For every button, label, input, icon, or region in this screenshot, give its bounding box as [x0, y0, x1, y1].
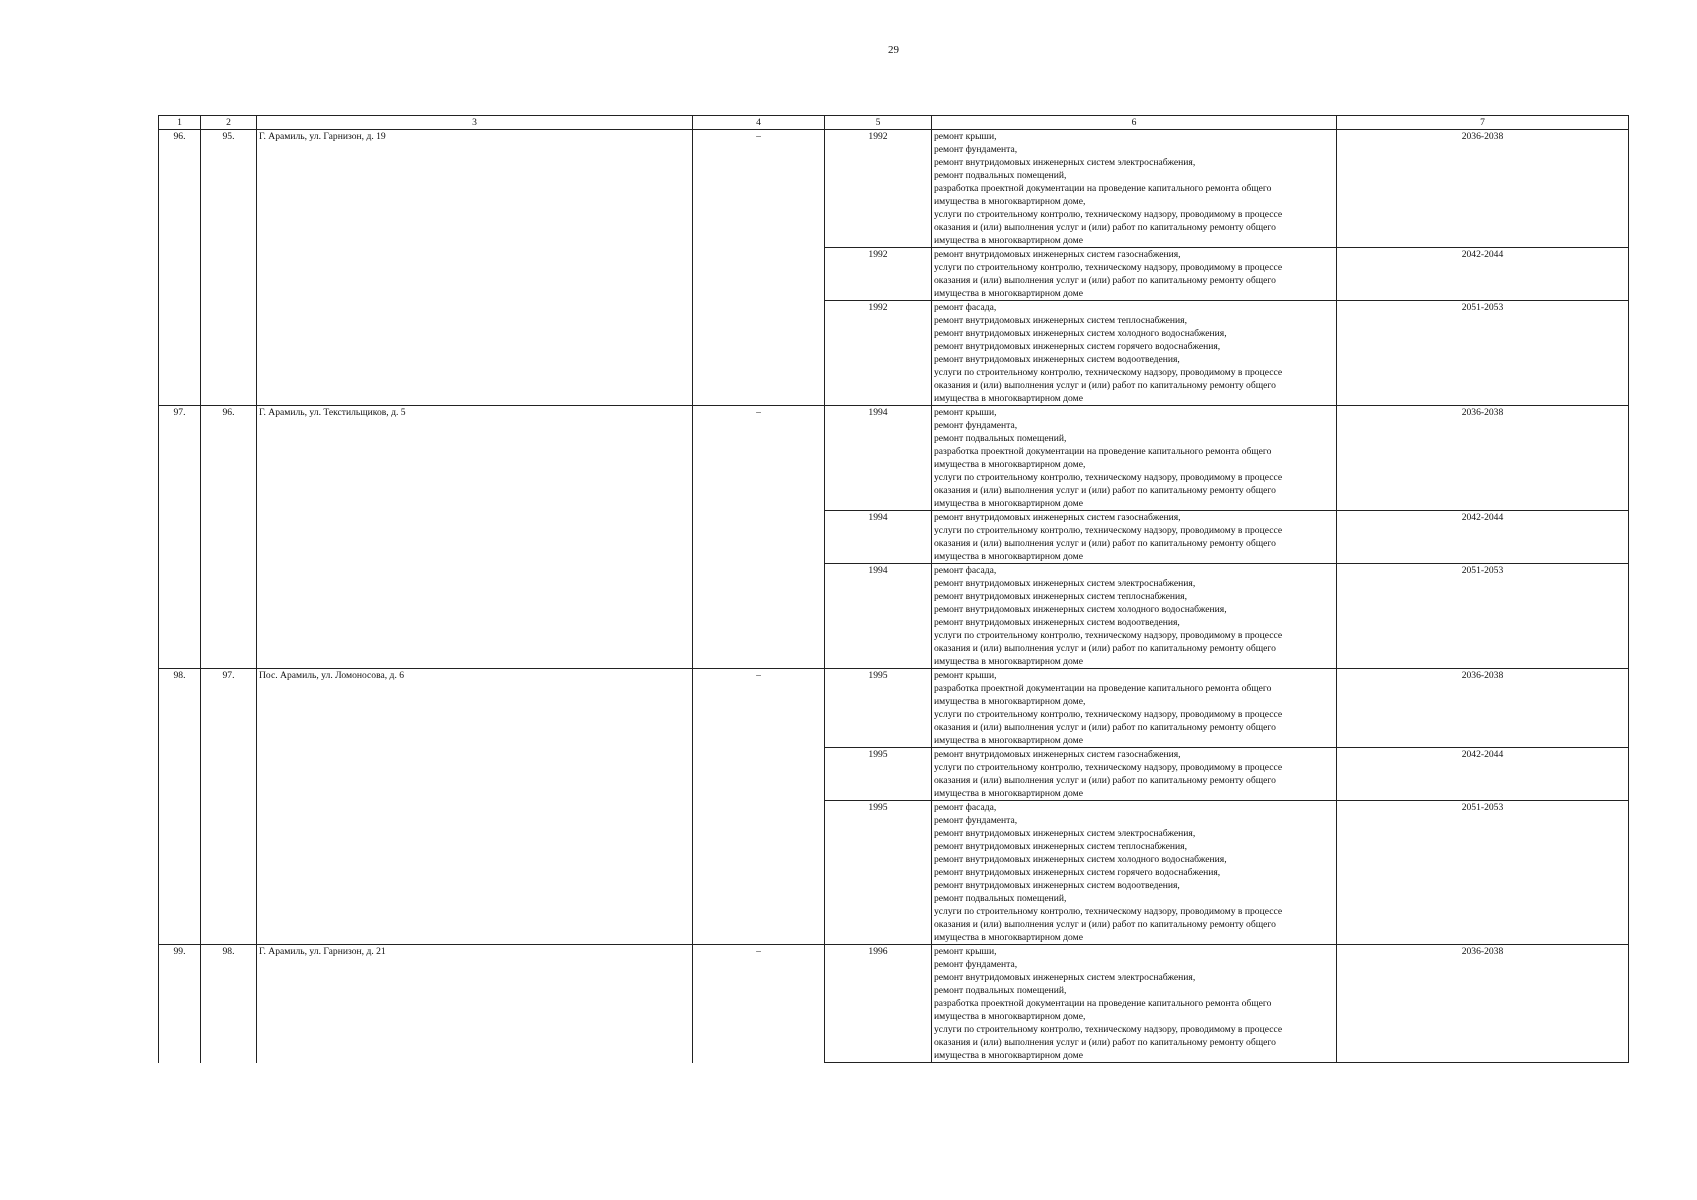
col4-cell: – — [693, 945, 825, 1063]
work-item: оказания и (или) выполнения услуг и (или) работ по капитальному ремонту общего — [934, 775, 1276, 786]
period-cell: 2051-2053 — [1337, 564, 1629, 669]
entry-subnumber: 98. — [201, 945, 257, 1063]
period-cell: 2051-2053 — [1337, 801, 1629, 945]
column-header-5: 5 — [825, 116, 932, 130]
year-cell: 1995 — [825, 669, 932, 748]
work-item: имущества в многоквартирном доме — [934, 932, 1083, 943]
entry-subnumber: 97. — [201, 669, 257, 945]
period-cell: 2036-2038 — [1337, 945, 1629, 1063]
works-cell — [932, 945, 1337, 1063]
work-item: ремонт внутридомовых инженерных систем теплоснабжения, — [934, 841, 1187, 852]
year-cell: 1992 — [825, 130, 932, 248]
works-cell — [932, 801, 1337, 945]
period-cell: 2036-2038 — [1337, 130, 1629, 248]
work-item: имущества в многоквартирном доме — [934, 288, 1083, 299]
work-item: разработка проектной документации на проведение капитального ремонта общего — [934, 446, 1272, 457]
address-cell: Г. Арамиль, ул. Гарнизон, д. 19 — [257, 130, 693, 406]
work-item: ремонт внутридомовых инженерных систем теплоснабжения, — [934, 591, 1187, 602]
work-item: оказания и (или) выполнения услуг и (или) работ по капитальному ремонту общего — [934, 722, 1276, 733]
work-item: оказания и (или) выполнения услуг и (или) работ по капитальному ремонту общего — [934, 643, 1276, 654]
work-item: ремонт внутридомовых инженерных систем холодного водоснабжения, — [934, 328, 1227, 339]
work-item: ремонт фундамента, — [934, 144, 1018, 155]
year-cell: 1994 — [825, 511, 932, 564]
address-cell: Г. Арамиль, ул. Текстильщиков, д. 5 — [257, 406, 693, 669]
table-row — [159, 406, 1629, 511]
col4-cell: – — [693, 130, 825, 406]
work-item: ремонт фундамента, — [934, 959, 1018, 970]
work-item: ремонт подвальных помещений, — [934, 433, 1067, 444]
works-cell — [932, 511, 1337, 564]
work-item: оказания и (или) выполнения услуг и (или) работ по капитальному ремонту общего — [934, 1037, 1276, 1048]
work-item: услуги по строительному контролю, техническому надзору, проводимому в процессе — [934, 906, 1283, 917]
work-item: ремонт подвальных помещений, — [934, 985, 1067, 996]
period-cell: 2036-2038 — [1337, 669, 1629, 748]
address-cell: Пос. Арамиль, ул. Ломоносова, д. 6 — [257, 669, 693, 945]
work-item: ремонт внутридомовых инженерных систем холодного водоснабжения, — [934, 604, 1227, 615]
works-cell — [932, 301, 1337, 406]
work-item: ремонт внутридомовых инженерных систем электроснабжения, — [934, 972, 1196, 983]
work-item: услуги по строительному контролю, техническому надзору, проводимому в процессе — [934, 762, 1283, 773]
works-cell — [932, 406, 1337, 511]
work-item: ремонт внутридомовых инженерных систем водоотведения, — [934, 880, 1180, 891]
column-header-2: 2 — [201, 116, 257, 130]
year-cell: 1996 — [825, 945, 932, 1063]
page-number: 29 — [888, 44, 899, 56]
work-item: ремонт фасада, — [934, 565, 997, 576]
entry-number: 99. — [159, 945, 201, 1063]
col4-cell: – — [693, 406, 825, 669]
period-cell: 2042-2044 — [1337, 511, 1629, 564]
work-item: ремонт внутридомовых инженерных систем теплоснабжения, — [934, 315, 1187, 326]
work-item: оказания и (или) выполнения услуг и (или) работ по капитальному ремонту общего — [934, 380, 1276, 391]
work-item: имущества в многоквартирном доме — [934, 1050, 1083, 1061]
works-cell — [932, 248, 1337, 301]
work-item: ремонт внутридомовых инженерных систем горячего водоснабжения, — [934, 867, 1221, 878]
work-item: имущества в многоквартирном доме, — [934, 459, 1086, 470]
work-item: ремонт крыши, — [934, 407, 997, 418]
work-item: услуги по строительному контролю, техническому надзору, проводимому в процессе — [934, 1024, 1283, 1035]
work-item: оказания и (или) выполнения услуг и (или) работ по капитальному ремонту общего — [934, 222, 1276, 233]
table-row — [159, 669, 1629, 748]
work-item: ремонт внутридомовых инженерных систем электроснабжения, — [934, 828, 1196, 839]
works-cell — [932, 130, 1337, 248]
column-header-7: 7 — [1337, 116, 1629, 130]
work-item: услуги по строительному контролю, техническому надзору, проводимому в процессе — [934, 367, 1283, 378]
work-item: ремонт крыши, — [934, 131, 997, 142]
work-item: разработка проектной документации на проведение капитального ремонта общего — [934, 683, 1272, 694]
year-cell: 1995 — [825, 801, 932, 945]
year-cell: 1994 — [825, 564, 932, 669]
work-item: имущества в многоквартирном доме — [934, 551, 1083, 562]
period-cell: 2042-2044 — [1337, 748, 1629, 801]
work-item: ремонт внутридомовых инженерных систем газоснабжения, — [934, 249, 1181, 260]
period-cell: 2042-2044 — [1337, 248, 1629, 301]
work-item: ремонт подвальных помещений, — [934, 893, 1067, 904]
work-item: ремонт внутридомовых инженерных систем горячего водоснабжения, — [934, 341, 1221, 352]
entry-number: 96. — [159, 130, 201, 406]
work-item: имущества в многоквартирном доме — [934, 788, 1083, 799]
work-item: ремонт крыши, — [934, 946, 997, 957]
works-cell — [932, 669, 1337, 748]
table-row — [159, 130, 1629, 248]
works-cell — [932, 748, 1337, 801]
column-header-4: 4 — [693, 116, 825, 130]
work-item: разработка проектной документации на проведение капитального ремонта общего — [934, 183, 1272, 194]
entry-number: 97. — [159, 406, 201, 669]
col4-cell: – — [693, 669, 825, 945]
work-item: ремонт фасада, — [934, 302, 997, 313]
period-cell: 2036-2038 — [1337, 406, 1629, 511]
work-item: ремонт крыши, — [934, 670, 997, 681]
work-item: разработка проектной документации на проведение капитального ремонта общего — [934, 998, 1272, 1009]
work-item: оказания и (или) выполнения услуг и (или) работ по капитальному ремонту общего — [934, 275, 1276, 286]
address-cell: Г. Арамиль, ул. Гарнизон, д. 21 — [257, 945, 693, 1063]
work-item: ремонт фасада, — [934, 802, 997, 813]
work-item: ремонт внутридомовых инженерных систем газоснабжения, — [934, 512, 1181, 523]
work-item: ремонт фундамента, — [934, 420, 1018, 431]
period-cell: 2051-2053 — [1337, 301, 1629, 406]
work-item: услуги по строительному контролю, техническому надзору, проводимому в процессе — [934, 525, 1283, 536]
year-cell: 1994 — [825, 406, 932, 511]
year-cell: 1995 — [825, 748, 932, 801]
work-item: ремонт внутридомовых инженерных систем водоотведения, — [934, 617, 1180, 628]
work-item: ремонт внутридомовых инженерных систем холодного водоснабжения, — [934, 854, 1227, 865]
column-header-3: 3 — [257, 116, 693, 130]
work-item: услуги по строительному контролю, техническому надзору, проводимому в процессе — [934, 209, 1283, 220]
work-item: имущества в многоквартирном доме, — [934, 696, 1086, 707]
work-item: ремонт внутридомовых инженерных систем газоснабжения, — [934, 749, 1181, 760]
work-item: ремонт внутридомовых инженерных систем водоотведения, — [934, 354, 1180, 365]
work-item: оказания и (или) выполнения услуг и (или) работ по капитальному ремонту общего — [934, 538, 1276, 549]
work-item: имущества в многоквартирном доме, — [934, 196, 1086, 207]
year-cell: 1992 — [825, 248, 932, 301]
entry-subnumber: 96. — [201, 406, 257, 669]
work-item: ремонт фундамента, — [934, 815, 1018, 826]
work-item: имущества в многоквартирном доме — [934, 735, 1083, 746]
work-item: оказания и (или) выполнения услуг и (или) работ по капитальному ремонту общего — [934, 919, 1276, 930]
work-item: ремонт внутридомовых инженерных систем электроснабжения, — [934, 157, 1196, 168]
work-item: ремонт подвальных помещений, — [934, 170, 1067, 181]
capital-repair-table — [158, 115, 1629, 1063]
entry-subnumber: 95. — [201, 130, 257, 406]
column-number-row — [159, 116, 1629, 130]
work-item: имущества в многоквартирном доме, — [934, 1011, 1086, 1022]
work-item: имущества в многоквартирном доме — [934, 656, 1083, 667]
work-item: услуги по строительному контролю, техническому надзору, проводимому в процессе — [934, 630, 1283, 641]
work-item: услуги по строительному контролю, техническому надзору, проводимому в процессе — [934, 472, 1283, 483]
work-item: имущества в многоквартирном доме — [934, 235, 1083, 246]
work-item: оказания и (или) выполнения услуг и (или) работ по капитальному ремонту общего — [934, 485, 1276, 496]
entry-number: 98. — [159, 669, 201, 945]
work-item: услуги по строительному контролю, техническому надзору, проводимому в процессе — [934, 262, 1283, 273]
year-cell: 1992 — [825, 301, 932, 406]
column-header-1: 1 — [159, 116, 201, 130]
work-item: ремонт внутридомовых инженерных систем электроснабжения, — [934, 578, 1196, 589]
work-item: имущества в многоквартирном доме — [934, 393, 1083, 404]
table-row — [159, 945, 1629, 1063]
work-item: имущества в многоквартирном доме — [934, 498, 1083, 509]
column-header-6: 6 — [932, 116, 1337, 130]
work-item: услуги по строительному контролю, техническому надзору, проводимому в процессе — [934, 709, 1283, 720]
works-cell — [932, 564, 1337, 669]
